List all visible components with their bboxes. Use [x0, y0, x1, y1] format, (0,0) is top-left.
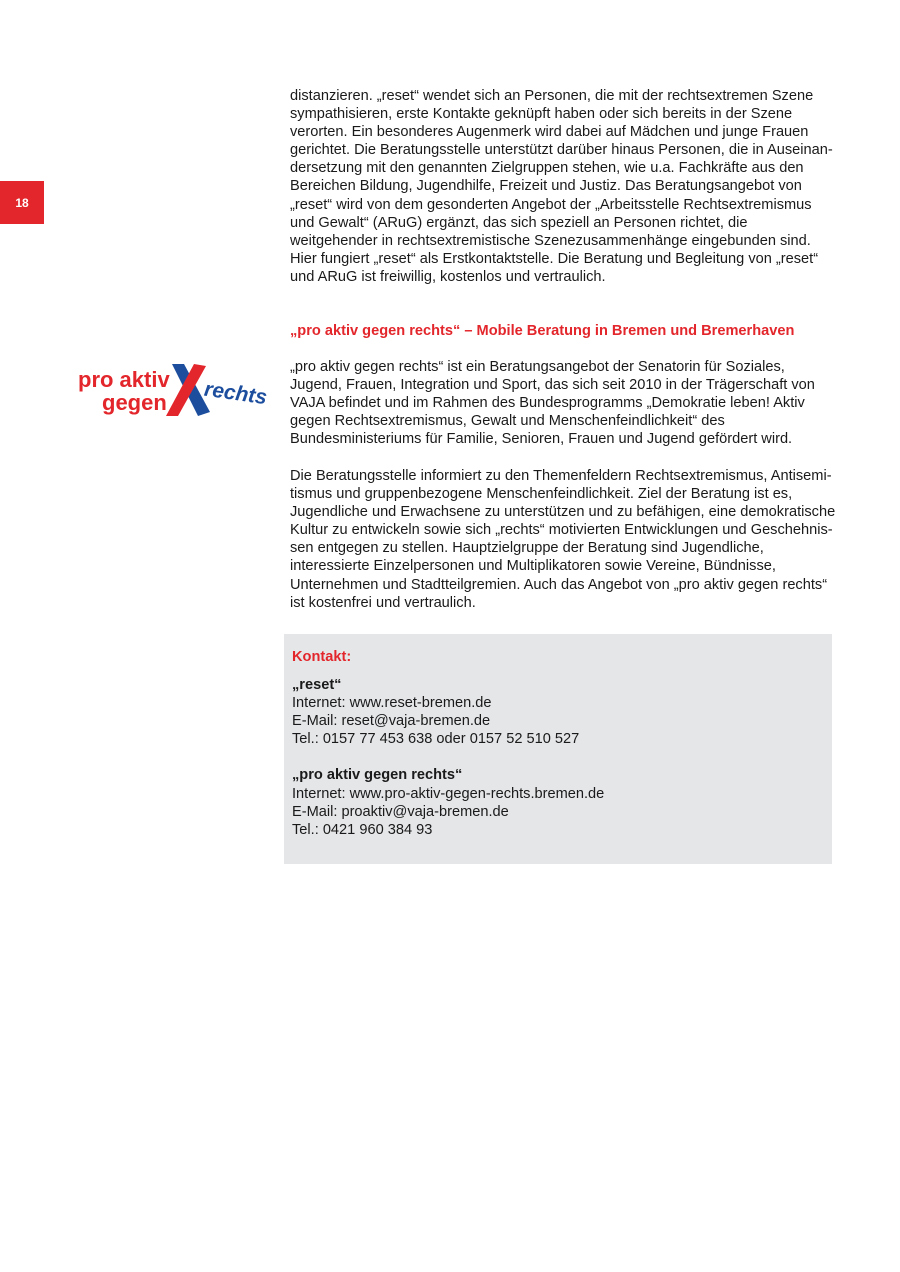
section-heading: „pro aktiv gegen rechts“ – Mobile Beratung in Bremen und Bremerhaven: [290, 323, 795, 339]
contact-entry-pro-aktiv: [292, 766, 822, 838]
intro-paragraph: [290, 87, 838, 286]
contact-phone: Tel.: 0157 77 453 638 oder 0157 52 510 527: [292, 731, 580, 748]
contact-name: „reset“: [292, 677, 342, 694]
contact-email: E-Mail: proaktiv@vaja-bremen.de: [292, 803, 509, 820]
paragraph-2: [290, 467, 838, 612]
contact-internet: Internet: www.pro-aktiv-gegen-rechts.bremen.de: [292, 785, 605, 802]
contact-phone: Tel.: 0421 960 384 93: [292, 821, 433, 838]
page-number-tab: [0, 181, 44, 224]
intro-text: distanzieren. „reset“ wendet sich an Personen, die mit der rechtsextremen Szene sympathisieren, erste Kontakte geknüpft haben oder sich bereits in der Szene verorten. Ein besonderes Augenmerk wird dabei auf Mädchen und junge Frauen gerichtet. Die Beratungsstelle unterstützt darüber hinaus Personen, die in Auseinandersetzung mit den genannten Zielgruppen stehen, wie u.a. Fachkräfte aus den Bereichen Bildung, Jugendhilfe, Freizeit und Justiz. Das Beratungsangebot von „reset“ wird von dem gesonderten Angebot der „Arbeitsstelle Rechtsextremismus und Gewalt“ (ARuG) ergänzt, das sich speziell an Personen richtet, die weitgehender in rechtsextremistische Szenezusammenhänge eingebunden sind. Hier fungiert „reset“ als Erstkontaktstelle. Die Beratung und Begleitung von „reset“ und ARuG ist freiwillig, kostenlos und vertraulich.: [290, 88, 833, 285]
logo-text-line1: pro aktiv: [78, 367, 170, 392]
contact-box: [284, 634, 832, 864]
page-number: 18: [15, 195, 29, 210]
contact-entry-reset: [292, 676, 822, 748]
paragraph-1: [290, 358, 838, 448]
contact-name: „pro aktiv gegen rechts“: [292, 767, 463, 784]
contact-heading: Kontakt:: [292, 649, 352, 665]
paragraph-1-text: „pro aktiv gegen rechts“ ist ein Beratungsangebot der Senatorin für Soziales, Jugend, Frauen, Integration und Sport, das sich seit 2010 in der Trägerschaft von VAJA befindet und im Rahmen des Bundesprogramms „Demokratie leben! Aktiv gegen Rechtsextremismus, Gewalt und Menschenfeindlichkeit“ des Bundesministeriums für Familie, Senioren, Frauen und Jugend gefördert wird.: [290, 359, 815, 448]
contact-internet: Internet: www.reset-bremen.de: [292, 695, 492, 712]
pro-aktiv-gegen-rechts-logo: [76, 360, 270, 422]
paragraph-2-text: Die Beratungsstelle informiert zu den Themenfeldern Rechtsextremismus, Antisemitismus und gruppenbezogene Menschenfeindlichkeit. Ziel der Beratung ist es, Jugendliche und Erwachsene zu unterstützen und zu befähigen, eine demokratische Kultur zu entwickeln sowie sich „rechts“ motivierten Entwicklungen und Geschehnissen entgegen zu stellen. Hauptzielgruppe der Beratung sind Jugendliche, interessierte Einzelpersonen und Multiplikatoren sowie Vereine, Bündnisse, Unternehmen und Stadtteilgremien. Auch das Angebot von „pro aktiv gegen rechts“ ist kostenfrei und vertraulich.: [290, 468, 836, 611]
logo-text-line2: gegen: [102, 390, 167, 415]
logo-text-right: rechts: [202, 377, 269, 410]
contact-email: E-Mail: reset@vaja-bremen.de: [292, 713, 491, 730]
